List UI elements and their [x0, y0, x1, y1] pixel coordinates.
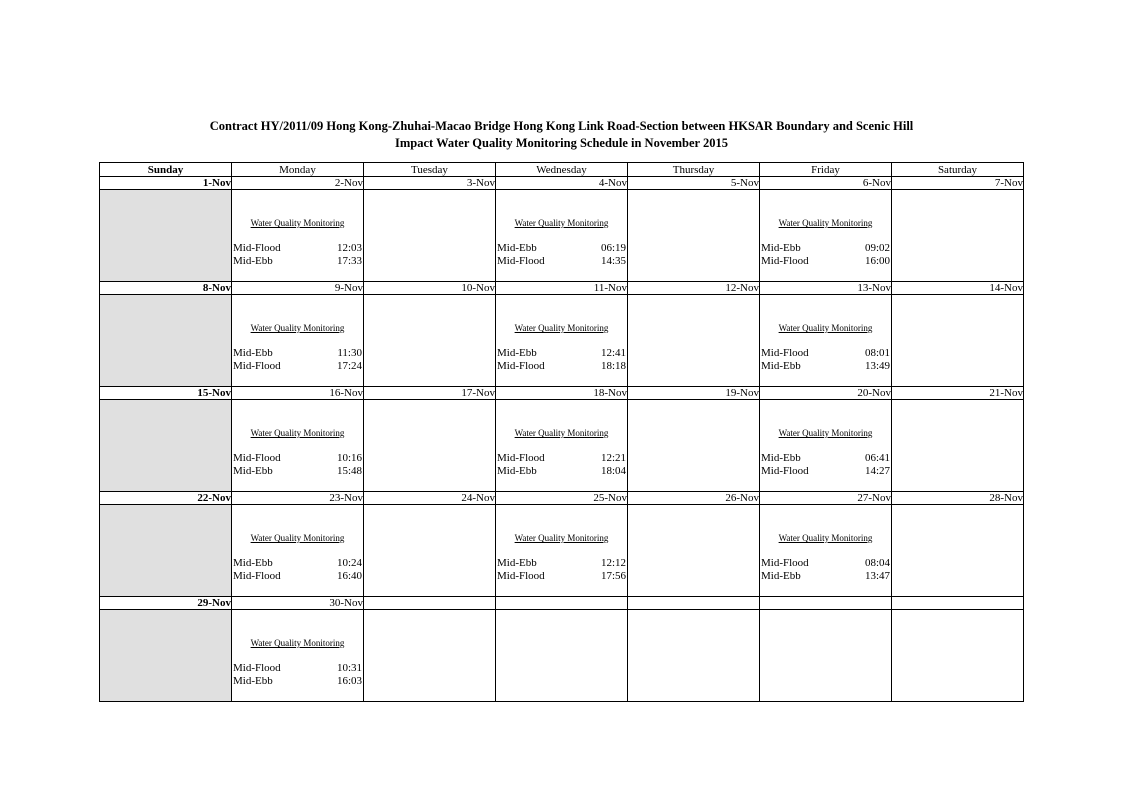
tide-time: 12:41	[600, 347, 626, 359]
day-cell	[892, 400, 1024, 492]
day-cell	[760, 190, 892, 282]
tide-entry	[233, 675, 362, 688]
tide-list	[233, 242, 362, 268]
day-cell	[892, 295, 1024, 387]
day-cell	[760, 295, 892, 387]
date-label: 4-Nov	[496, 177, 628, 190]
day-cell	[760, 400, 892, 492]
tide-name: Mid-Flood	[233, 662, 281, 674]
tide-entry	[497, 255, 626, 268]
tide-name: Mid-Flood	[497, 360, 545, 372]
day-header-saturday: Saturday	[892, 163, 1024, 177]
tide-name: Mid-Ebb	[233, 465, 273, 477]
tide-list	[233, 452, 362, 478]
date-label: 3-Nov	[364, 177, 496, 190]
day-cell	[892, 190, 1024, 282]
tide-name: Mid-Ebb	[233, 557, 273, 569]
tide-name: Mid-Flood	[233, 452, 281, 464]
day-cell	[628, 610, 760, 702]
monitoring-label: Water Quality Monitoring	[250, 533, 345, 543]
tide-name: Mid-Ebb	[761, 452, 801, 464]
tide-list	[497, 242, 626, 268]
tide-name: Mid-Flood	[761, 557, 809, 569]
day-cell	[364, 505, 496, 597]
date-label: 12-Nov	[628, 282, 760, 295]
calendar-body	[100, 177, 1024, 702]
date-label: 11-Nov	[496, 282, 628, 295]
tide-list	[497, 452, 626, 478]
date-label: 22-Nov	[100, 492, 232, 505]
day-header-friday: Friday	[760, 163, 892, 177]
day-header-monday: Monday	[232, 163, 364, 177]
date-label	[364, 597, 496, 610]
date-label: 14-Nov	[892, 282, 1024, 295]
monitoring-label: Water Quality Monitoring	[250, 218, 345, 228]
day-cell	[496, 400, 628, 492]
sunday-cell	[100, 400, 232, 492]
tide-time: 13:49	[864, 360, 890, 372]
tide-entry	[497, 557, 626, 570]
tide-entry	[497, 347, 626, 360]
date-label: 29-Nov	[100, 597, 232, 610]
date-label: 27-Nov	[760, 492, 892, 505]
tide-entry	[497, 570, 626, 583]
tide-entry	[761, 360, 890, 373]
date-label	[760, 597, 892, 610]
day-cell	[628, 505, 760, 597]
tide-entry	[233, 242, 362, 255]
tide-time: 10:24	[336, 557, 362, 569]
tide-name: Mid-Ebb	[233, 675, 273, 687]
date-row	[100, 282, 1024, 295]
tide-entry	[761, 242, 890, 255]
date-label: 25-Nov	[496, 492, 628, 505]
tide-time: 18:04	[600, 465, 626, 477]
tide-entry	[233, 570, 362, 583]
tide-time: 14:27	[864, 465, 890, 477]
day-cell	[496, 505, 628, 597]
date-label: 16-Nov	[232, 387, 364, 400]
schedule-row	[100, 295, 1024, 387]
date-row	[100, 387, 1024, 400]
day-cell	[496, 190, 628, 282]
day-cell	[892, 505, 1024, 597]
tide-list	[233, 662, 362, 688]
day-cell	[364, 295, 496, 387]
date-label: 9-Nov	[232, 282, 364, 295]
tide-name: Mid-Flood	[233, 570, 281, 582]
day-header-sunday: Sunday	[100, 163, 232, 177]
tide-time: 17:24	[336, 360, 362, 372]
tide-list	[233, 557, 362, 583]
tide-entry	[233, 347, 362, 360]
tide-entry	[233, 557, 362, 570]
monitoring-label: Water Quality Monitoring	[778, 323, 873, 333]
date-label: 24-Nov	[364, 492, 496, 505]
monitoring-label: Water Quality Monitoring	[514, 323, 609, 333]
date-label: 7-Nov	[892, 177, 1024, 190]
day-cell	[232, 190, 364, 282]
tide-entry	[233, 452, 362, 465]
monitoring-label: Water Quality Monitoring	[250, 638, 345, 648]
tide-name: Mid-Flood	[497, 452, 545, 464]
sunday-cell	[100, 190, 232, 282]
tide-name: Mid-Ebb	[497, 347, 537, 359]
tide-time: 18:18	[600, 360, 626, 372]
date-label	[628, 597, 760, 610]
tide-list	[497, 347, 626, 373]
date-row	[100, 492, 1024, 505]
monitoring-label: Water Quality Monitoring	[250, 428, 345, 438]
date-label	[892, 597, 1024, 610]
tide-entry	[761, 347, 890, 360]
tide-entry	[761, 465, 890, 478]
date-label: 10-Nov	[364, 282, 496, 295]
day-cell	[364, 610, 496, 702]
tide-time: 17:56	[600, 570, 626, 582]
tide-time: 12:21	[600, 452, 626, 464]
sunday-cell	[100, 610, 232, 702]
day-header-wednesday: Wednesday	[496, 163, 628, 177]
day-cell	[760, 610, 892, 702]
tide-name: Mid-Flood	[761, 255, 809, 267]
tide-time: 12:03	[336, 242, 362, 254]
date-row	[100, 177, 1024, 190]
schedule-row	[100, 190, 1024, 282]
tide-list	[497, 557, 626, 583]
day-cell	[496, 295, 628, 387]
tide-name: Mid-Flood	[761, 347, 809, 359]
schedule-subtitle: Impact Water Quality Monitoring Schedule in November 2015	[395, 136, 728, 150]
tide-entry	[497, 452, 626, 465]
tide-time: 12:12	[600, 557, 626, 569]
tide-time: 17:33	[336, 255, 362, 267]
schedule-row	[100, 610, 1024, 702]
day-header-tuesday: Tuesday	[364, 163, 496, 177]
tide-time: 11:30	[337, 347, 362, 359]
tide-name: Mid-Flood	[761, 465, 809, 477]
monitoring-label: Water Quality Monitoring	[778, 428, 873, 438]
date-label: 18-Nov	[496, 387, 628, 400]
sunday-cell	[100, 295, 232, 387]
date-label: 23-Nov	[232, 492, 364, 505]
tide-entry	[233, 465, 362, 478]
day-cell	[232, 295, 364, 387]
tide-name: Mid-Flood	[497, 255, 545, 267]
date-label: 21-Nov	[892, 387, 1024, 400]
day-cell	[232, 400, 364, 492]
tide-time: 09:02	[864, 242, 890, 254]
tide-entry	[233, 255, 362, 268]
date-label: 17-Nov	[364, 387, 496, 400]
tide-time: 15:48	[336, 465, 362, 477]
day-cell	[760, 505, 892, 597]
monitoring-label: Water Quality Monitoring	[778, 218, 873, 228]
monitoring-label: Water Quality Monitoring	[778, 533, 873, 543]
tide-entry	[761, 255, 890, 268]
day-header-row	[100, 163, 1024, 177]
schedule-title: Contract HY/2011/09 Hong Kong-Zhuhai-Macao Bridge Hong Kong Link Road-Section between HKSAR Boundary and Scenic Hill	[209, 119, 914, 133]
date-label: 15-Nov	[100, 387, 232, 400]
day-cell	[364, 190, 496, 282]
schedule-row	[100, 505, 1024, 597]
tide-name: Mid-Ebb	[233, 347, 273, 359]
day-cell	[232, 505, 364, 597]
tide-entry	[497, 465, 626, 478]
monitoring-label: Water Quality Monitoring	[514, 533, 609, 543]
tide-time: 08:04	[864, 557, 890, 569]
tide-name: Mid-Flood	[497, 570, 545, 582]
tide-list	[233, 347, 362, 373]
tide-list	[761, 347, 890, 373]
tide-list	[761, 242, 890, 268]
date-label: 28-Nov	[892, 492, 1024, 505]
monitoring-label: Water Quality Monitoring	[250, 323, 345, 333]
tide-name: Mid-Flood	[233, 360, 281, 372]
tide-time: 08:01	[864, 347, 890, 359]
day-cell	[892, 610, 1024, 702]
date-label: 13-Nov	[760, 282, 892, 295]
tide-time: 16:03	[336, 675, 362, 687]
day-cell	[496, 610, 628, 702]
date-label: 30-Nov	[232, 597, 364, 610]
tide-entry	[761, 557, 890, 570]
date-label: 20-Nov	[760, 387, 892, 400]
tide-list	[761, 557, 890, 583]
tide-time: 06:19	[600, 242, 626, 254]
date-label	[496, 597, 628, 610]
date-label: 2-Nov	[232, 177, 364, 190]
tide-name: Mid-Flood	[233, 242, 281, 254]
date-label: 6-Nov	[760, 177, 892, 190]
date-label: 8-Nov	[100, 282, 232, 295]
tide-entry	[761, 570, 890, 583]
date-label: 5-Nov	[628, 177, 760, 190]
tide-time: 10:16	[336, 452, 362, 464]
monitoring-label: Water Quality Monitoring	[514, 428, 609, 438]
calendar-table	[99, 162, 1024, 702]
tide-entry	[233, 662, 362, 675]
tide-list	[761, 452, 890, 478]
sunday-cell	[100, 505, 232, 597]
tide-entry	[497, 360, 626, 373]
schedule-row	[100, 400, 1024, 492]
tide-name: Mid-Ebb	[497, 557, 537, 569]
tide-name: Mid-Ebb	[761, 570, 801, 582]
date-row	[100, 597, 1024, 610]
day-cell	[232, 610, 364, 702]
date-label: 1-Nov	[100, 177, 232, 190]
tide-time: 16:00	[864, 255, 890, 267]
tide-time: 16:40	[336, 570, 362, 582]
tide-entry	[497, 242, 626, 255]
tide-entry	[233, 360, 362, 373]
day-cell	[628, 400, 760, 492]
date-label: 19-Nov	[628, 387, 760, 400]
tide-name: Mid-Ebb	[761, 242, 801, 254]
tide-name: Mid-Ebb	[761, 360, 801, 372]
tide-time: 10:31	[336, 662, 362, 674]
day-cell	[364, 400, 496, 492]
day-header-thursday: Thursday	[628, 163, 760, 177]
tide-name: Mid-Ebb	[497, 465, 537, 477]
tide-time: 13:47	[864, 570, 890, 582]
date-label: 26-Nov	[628, 492, 760, 505]
tide-entry	[761, 452, 890, 465]
monitoring-label: Water Quality Monitoring	[514, 218, 609, 228]
tide-name: Mid-Ebb	[233, 255, 273, 267]
day-cell	[628, 295, 760, 387]
tide-name: Mid-Ebb	[497, 242, 537, 254]
day-cell	[628, 190, 760, 282]
tide-time: 06:41	[864, 452, 890, 464]
tide-time: 14:35	[600, 255, 626, 267]
